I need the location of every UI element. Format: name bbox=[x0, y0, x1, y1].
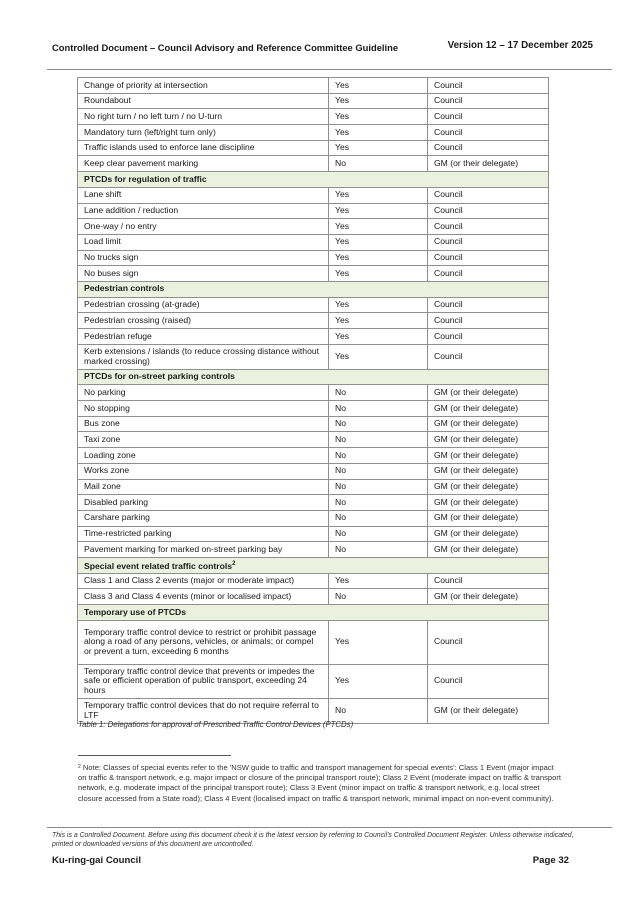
table-row bbox=[78, 266, 549, 282]
approver-cell: GM (or their delegate) bbox=[428, 463, 549, 479]
approver-cell: GM (or their delegate) bbox=[428, 156, 549, 172]
ltf-referral-cell: No bbox=[329, 542, 428, 558]
device-cell: Temporary traffic control device that prevents or impedes the safe or efficient operation of public transport, exceeding 24 hours bbox=[78, 664, 329, 698]
table-row bbox=[78, 109, 549, 125]
table-row bbox=[78, 432, 549, 448]
approver-cell: Council bbox=[428, 140, 549, 156]
device-cell: Mandatory turn (left/right turn only) bbox=[78, 125, 329, 141]
table-section-row bbox=[78, 172, 549, 188]
ltf-referral-cell: Yes bbox=[329, 234, 428, 250]
approver-cell: GM (or their delegate) bbox=[428, 385, 549, 401]
approver-cell: GM (or their delegate) bbox=[428, 448, 549, 464]
device-cell: No parking bbox=[78, 385, 329, 401]
table-row bbox=[78, 463, 549, 479]
approver-cell: Council bbox=[428, 266, 549, 282]
device-cell: Carshare parking bbox=[78, 510, 329, 526]
table-row bbox=[78, 510, 549, 526]
approver-cell: Council bbox=[428, 313, 549, 329]
ltf-referral-cell: Yes bbox=[329, 203, 428, 219]
table-row bbox=[78, 203, 549, 219]
ltf-referral-cell: Yes bbox=[329, 78, 428, 94]
ltf-referral-cell: No bbox=[329, 463, 428, 479]
approver-cell: Council bbox=[428, 219, 549, 235]
section-heading bbox=[78, 369, 549, 385]
page-header bbox=[52, 40, 593, 56]
ltf-referral-cell: No bbox=[329, 479, 428, 495]
approver-cell: Council bbox=[428, 234, 549, 250]
approver-cell: GM (or their delegate) bbox=[428, 542, 549, 558]
section-heading bbox=[78, 172, 549, 188]
ltf-referral-cell: No bbox=[329, 432, 428, 448]
ltf-referral-cell: Yes bbox=[329, 125, 428, 141]
device-cell: Keep clear pavement marking bbox=[78, 156, 329, 172]
ltf-referral-cell: Yes bbox=[329, 313, 428, 329]
table-row bbox=[78, 401, 549, 417]
table-row bbox=[78, 589, 549, 605]
device-cell: Lane shift bbox=[78, 187, 329, 203]
table-section-row bbox=[78, 557, 549, 573]
ltf-referral-cell: Yes bbox=[329, 344, 428, 369]
device-cell: Bus zone bbox=[78, 416, 329, 432]
device-cell: Temporary traffic control devices that do not require referral to LTF bbox=[78, 698, 329, 723]
footnote-divider bbox=[78, 755, 231, 756]
approver-cell: Council bbox=[428, 109, 549, 125]
document-title: Controlled Document – Council Advisory and Reference Committee Guideline bbox=[52, 42, 399, 53]
device-cell: No right turn / no left turn / no U-turn bbox=[78, 109, 329, 125]
approver-cell: GM (or their delegate) bbox=[428, 479, 549, 495]
table-row bbox=[78, 187, 549, 203]
approver-cell: Council bbox=[428, 203, 549, 219]
device-cell: One-way / no entry bbox=[78, 219, 329, 235]
approver-cell: GM (or their delegate) bbox=[428, 510, 549, 526]
ltf-referral-cell: No bbox=[329, 589, 428, 605]
table-row bbox=[78, 385, 549, 401]
device-cell: Change of priority at intersection bbox=[78, 78, 329, 94]
ltf-referral-cell: Yes bbox=[329, 664, 428, 698]
approver-cell: Council bbox=[428, 93, 549, 109]
table-row bbox=[78, 573, 549, 589]
device-cell: Time-restricted parking bbox=[78, 526, 329, 542]
section-label: PTCDs for on-street parking controls bbox=[84, 371, 235, 382]
approver-cell: GM (or their delegate) bbox=[428, 589, 549, 605]
approver-cell: Council bbox=[428, 329, 549, 345]
document-version: Version 12 – 17 December 2025 bbox=[447, 40, 593, 51]
approver-cell: GM (or their delegate) bbox=[428, 432, 549, 448]
ptcd-delegations-table bbox=[77, 77, 549, 724]
table-row bbox=[78, 140, 549, 156]
device-cell: Taxi zone bbox=[78, 432, 329, 448]
footnote-marker: 2 bbox=[78, 764, 81, 770]
approver-cell: Council bbox=[428, 125, 549, 141]
device-cell: Loading zone bbox=[78, 448, 329, 464]
section-heading bbox=[78, 281, 549, 297]
approver-cell: Council bbox=[428, 344, 549, 369]
table-row bbox=[78, 329, 549, 345]
section-label: Special event related traffic controls bbox=[84, 560, 233, 571]
approver-cell: Council bbox=[428, 573, 549, 589]
approver-cell: Council bbox=[428, 297, 549, 313]
device-cell: Lane addition / reduction bbox=[78, 203, 329, 219]
ltf-referral-cell: No bbox=[329, 416, 428, 432]
table-row bbox=[78, 234, 549, 250]
section-label: Pedestrian controls bbox=[84, 283, 165, 294]
ltf-referral-cell: Yes bbox=[329, 250, 428, 266]
approver-cell: GM (or their delegate) bbox=[428, 416, 549, 432]
approver-cell: Council bbox=[428, 664, 549, 698]
table-section-row bbox=[78, 605, 549, 621]
ltf-referral-cell: No bbox=[329, 448, 428, 464]
device-cell: Pavement marking for marked on-street parking bay bbox=[78, 542, 329, 558]
approver-cell: Council bbox=[428, 620, 549, 664]
table-row bbox=[78, 297, 549, 313]
ltf-referral-cell: Yes bbox=[329, 573, 428, 589]
device-cell: Works zone bbox=[78, 463, 329, 479]
table-row bbox=[78, 620, 549, 664]
table-row bbox=[78, 219, 549, 235]
table-row bbox=[78, 78, 549, 94]
table-row bbox=[78, 664, 549, 698]
table-section-row bbox=[78, 281, 549, 297]
table-row bbox=[78, 93, 549, 109]
ltf-referral-cell: Yes bbox=[329, 109, 428, 125]
ltf-referral-cell: No bbox=[329, 698, 428, 723]
approver-cell: GM (or their delegate) bbox=[428, 495, 549, 511]
section-label: Temporary use of PTCDs bbox=[84, 606, 187, 617]
ltf-referral-cell: No bbox=[329, 526, 428, 542]
ltf-referral-cell: No bbox=[329, 495, 428, 511]
table-caption: Table 1: Delegations for approval of Prescribed Traffic Control Devices (PTCDs) bbox=[78, 720, 354, 729]
ltf-referral-cell: No bbox=[329, 156, 428, 172]
section-heading bbox=[78, 605, 549, 621]
ltf-referral-cell: Yes bbox=[329, 266, 428, 282]
device-cell: Traffic islands used to enforce lane discipline bbox=[78, 140, 329, 156]
table-row bbox=[78, 250, 549, 266]
device-cell: Class 1 and Class 2 events (major or moderate impact) bbox=[78, 573, 329, 589]
ltf-referral-cell: No bbox=[329, 385, 428, 401]
ltf-referral-cell: No bbox=[329, 510, 428, 526]
approver-cell: Council bbox=[428, 78, 549, 94]
footnote-text: Note: Classes of special events refer to the 'NSW guide to traffic and transport management for special events': Class 1 Event (major impact on traffic & transport network, e.g. major impact or closure of the principal transport route); Class 2 Event (moderate impact on traffic & transport network, e.g. moderate impact of the principal transport route); Class 3 Event (minor impact on traffic & transport network, e.g. local street closure accessed from a State road); Class 4 Event (localised impact on traffic & transport network, minimal impact on non-event community). bbox=[78, 763, 561, 803]
device-cell: Pedestrian crossing (at-grade) bbox=[78, 297, 329, 313]
device-cell: Mail zone bbox=[78, 479, 329, 495]
ltf-referral-cell: No bbox=[329, 401, 428, 417]
ltf-referral-cell: Yes bbox=[329, 297, 428, 313]
device-cell: Load limit bbox=[78, 234, 329, 250]
device-cell: Roundabout bbox=[78, 93, 329, 109]
table-row bbox=[78, 313, 549, 329]
footnote bbox=[78, 763, 563, 804]
table-row bbox=[78, 125, 549, 141]
ltf-referral-cell: Yes bbox=[329, 329, 428, 345]
approver-cell: GM (or their delegate) bbox=[428, 698, 549, 723]
table-row bbox=[78, 526, 549, 542]
device-cell: No trucks sign bbox=[78, 250, 329, 266]
section-heading bbox=[78, 557, 549, 573]
footer-divider bbox=[47, 827, 612, 828]
table-row bbox=[78, 344, 549, 369]
device-cell: Kerb extensions / islands (to reduce crossing distance without marked crossing) bbox=[78, 344, 329, 369]
table-section-row bbox=[78, 369, 549, 385]
table-row bbox=[78, 495, 549, 511]
footnote-reference: 2 bbox=[232, 560, 236, 567]
device-cell: Disabled parking bbox=[78, 495, 329, 511]
approver-cell: GM (or their delegate) bbox=[428, 526, 549, 542]
ltf-referral-cell: Yes bbox=[329, 140, 428, 156]
approver-cell: Council bbox=[428, 187, 549, 203]
ltf-referral-cell: Yes bbox=[329, 93, 428, 109]
table-row bbox=[78, 448, 549, 464]
header-divider bbox=[47, 69, 612, 70]
table-row bbox=[78, 542, 549, 558]
ltf-referral-cell: Yes bbox=[329, 219, 428, 235]
controlled-document-notice: This is a Controlled Document. Before using this document check it is the latest version by referring to Council's Controlled Document Register. Unless otherwise indicated, printed or downloaded versions of this document are uncontrolled. bbox=[52, 832, 574, 849]
approver-cell: Council bbox=[428, 250, 549, 266]
table-row bbox=[78, 156, 549, 172]
ltf-referral-cell: Yes bbox=[329, 187, 428, 203]
section-label: PTCDs for regulation of traffic bbox=[84, 173, 207, 184]
table-row bbox=[78, 479, 549, 495]
device-cell: Class 3 and Class 4 events (minor or localised impact) bbox=[78, 589, 329, 605]
ltf-referral-cell: Yes bbox=[329, 620, 428, 664]
device-cell: Pedestrian refuge bbox=[78, 329, 329, 345]
device-cell: Pedestrian crossing (raised) bbox=[78, 313, 329, 329]
approver-cell: GM (or their delegate) bbox=[428, 401, 549, 417]
table-row bbox=[78, 416, 549, 432]
organisation-name: Ku-ring-gai Council bbox=[52, 855, 141, 866]
device-cell: No stopping bbox=[78, 401, 329, 417]
device-cell: Temporary traffic control device to restrict or prohibit passage along a road of any persons, vehicles, or animals; or compel or prevent a turn, exceeding 6 months bbox=[78, 620, 329, 664]
page-number: Page 32 bbox=[532, 855, 569, 866]
device-cell: No buses sign bbox=[78, 266, 329, 282]
